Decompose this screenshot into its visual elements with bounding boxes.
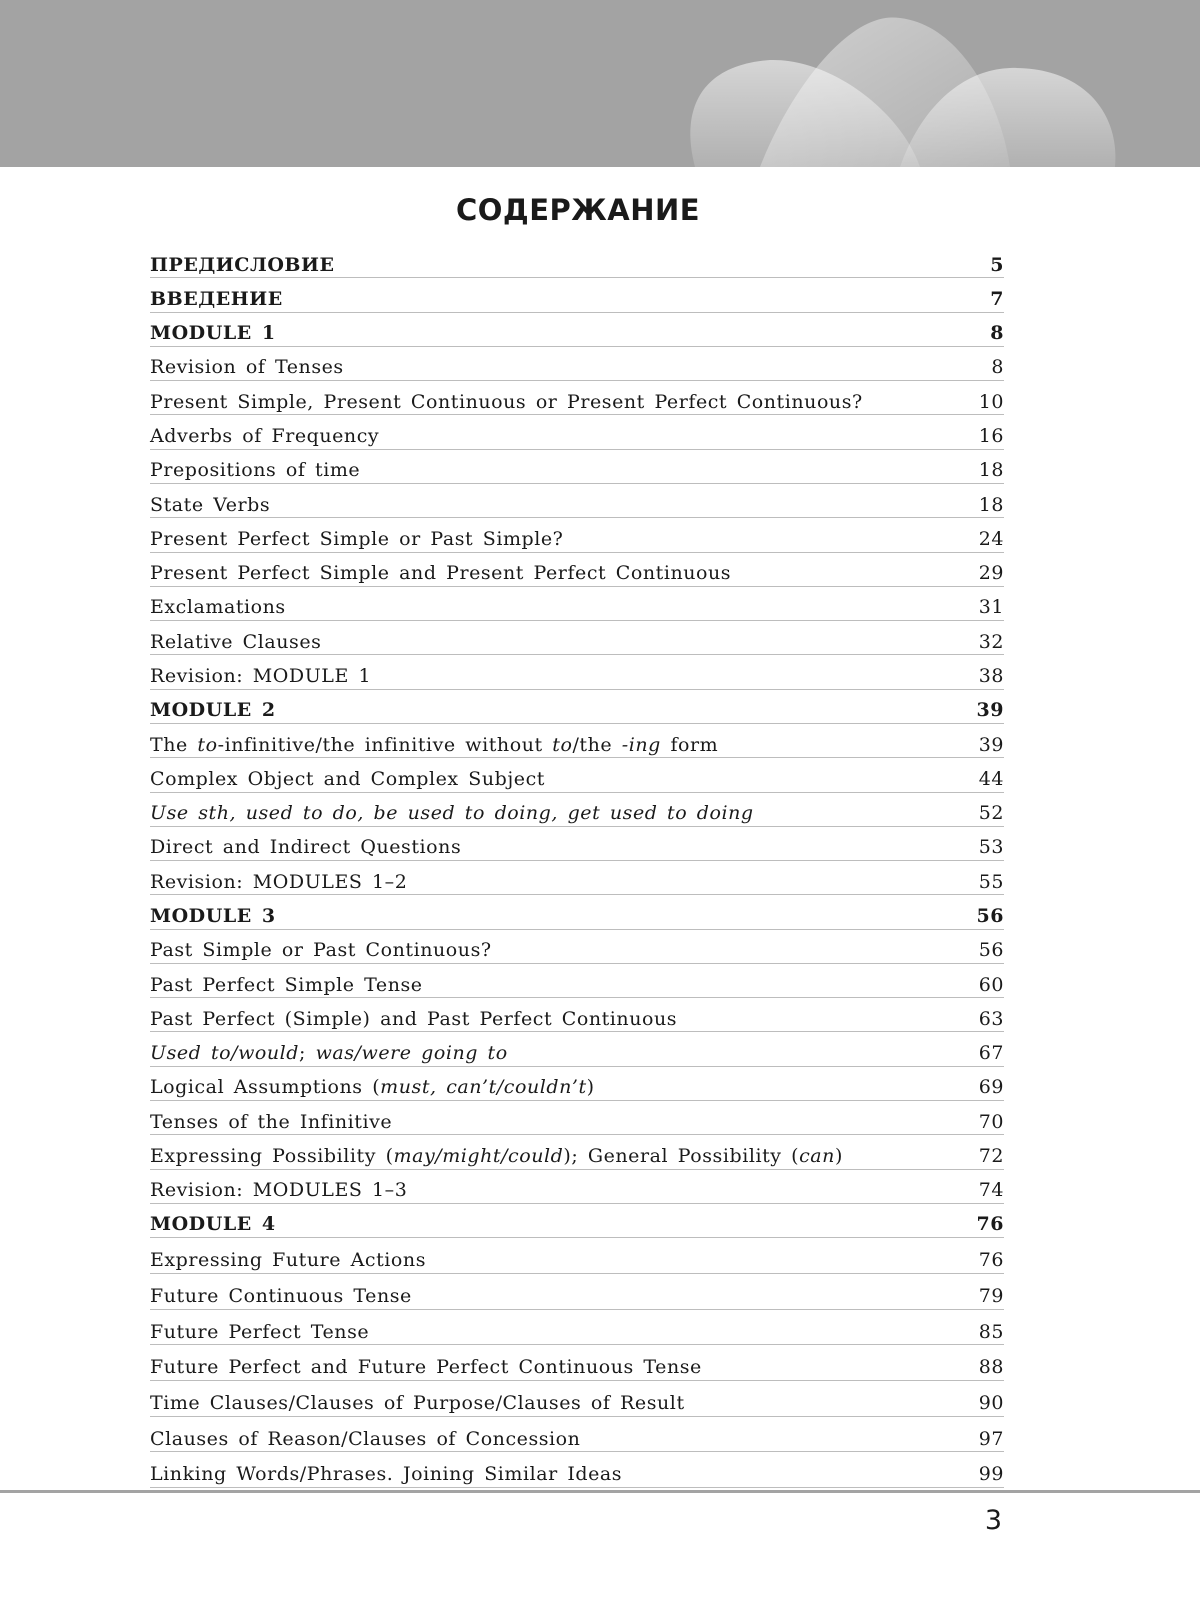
toc-entry-page: 72 [978,1144,1004,1167]
toc-entry-page: 24 [978,527,1004,550]
toc-entry-page: 32 [978,630,1004,653]
header-band [0,0,1200,167]
toc-entry [150,690,1004,724]
toc-entry-page: 31 [978,596,1004,619]
toc-entry-label: ПРЕДИСЛОВИЕ [150,253,335,276]
toc-entry-label: Exclamations [150,596,286,619]
toc-entry-page: 52 [978,802,1004,825]
toc-entry [150,415,1004,449]
toc-entry-page: 56 [976,904,1004,927]
toc-entry [150,1381,1004,1417]
toc-entry-page: 39 [978,733,1004,756]
toc-entry [150,1238,1004,1274]
toc-entry [150,998,1004,1032]
toc-entry [150,1135,1004,1169]
page-number: 3 [984,1505,1002,1536]
toc-entry [150,518,1004,552]
toc-entry-label: Used to/would; was/were going to [150,1042,508,1065]
toc-entry [150,244,1004,278]
toc-entry [150,621,1004,655]
toc-entry-label: The to-infinitive/the infinitive without to/the -ing form [150,733,719,756]
toc-entry [150,278,1004,312]
toc-entry-page: 90 [978,1391,1004,1414]
toc-entry [150,895,1004,929]
toc-entry [150,553,1004,587]
toc-entry [150,313,1004,347]
toc-entry [150,450,1004,484]
toc-entry-page: 99 [978,1463,1004,1486]
toc-entry-page: 85 [978,1320,1004,1343]
toc-entry-label: Adverbs of Frequency [150,425,380,447]
toc-entry-page: 44 [978,767,1004,790]
toc-entry-label: Expressing Possibility (may/might/could); General Possibility (can) [150,1144,843,1167]
toc-entry-label: MODULE 4 [150,1213,276,1236]
toc-entry-page: 76 [976,1213,1004,1236]
toc-entry-page: 79 [978,1284,1004,1307]
toc-entry [150,484,1004,518]
toc-entry-label: MODULE 2 [150,699,276,722]
toc-entry [150,1452,1004,1488]
toc-entry [150,793,1004,827]
toc-entry-label: Revision: MODULES 1–2 [150,870,408,893]
toc-entry-page: 7 [990,287,1004,310]
toc-entry-page: 39 [976,699,1004,722]
toc-entry [150,827,1004,861]
toc-entry-label: Tenses of the Infinitive [150,1110,393,1133]
toc-entry-page: 8 [990,322,1004,345]
decorative-petals [0,0,1200,167]
toc-entry-page: 8 [991,356,1004,379]
toc-entry-page: 10 [978,390,1004,413]
toc-entry-page: 88 [978,1356,1004,1379]
toc-entry [150,1310,1004,1346]
toc-entry-page: 18 [978,493,1004,516]
toc-entry-label: MODULE 3 [150,904,276,927]
toc-entry-page: 69 [978,1076,1004,1099]
toc-entry-label: Past Perfect Simple Tense [150,973,423,996]
toc-entry-label: Present Simple, Present Continuous or Present Perfect Continuous? [150,390,863,413]
toc-entry [150,1417,1004,1453]
toc-entry [150,1032,1004,1066]
toc-entry-page: 18 [978,459,1004,482]
toc-entry-label: Expressing Future Actions [150,1249,426,1272]
toc-entry-label: Revision: MODULE 1 [150,664,372,687]
toc-entry-page: 56 [978,939,1004,962]
toc-entry-label: State Verbs [150,493,271,516]
toc-entry-label: Past Perfect (Simple) and Past Perfect Continuous [150,1007,678,1030]
toc-entry-page: 63 [978,1007,1004,1030]
toc-entry [150,1067,1004,1101]
toc-entry-page: 60 [978,973,1004,996]
toc-entry-label: Revision of Tenses [150,356,344,379]
toc-entry-label: Direct and Indirect Questions [150,836,462,859]
toc-entry [150,655,1004,689]
toc-entry-label: Future Perfect Tense [150,1320,370,1343]
toc-entry [150,1274,1004,1310]
toc-title: СОДЕРЖАНИЕ [455,193,701,227]
toc-entry [150,930,1004,964]
toc-entry-label: Prepositions of time [150,459,361,482]
toc-entry-label: Linking Words/Phrases. Joining Similar Ideas [150,1463,623,1486]
toc-entry [150,1101,1004,1135]
toc-entry [150,381,1004,415]
toc-entry-page: 29 [978,562,1004,585]
toc-entry-page: 76 [978,1249,1004,1272]
toc-entry-page: 97 [978,1427,1004,1450]
toc-entry-page: 53 [978,836,1004,859]
toc-entry-label: Use sth, used to do, be used to doing, get used to doing [150,802,754,825]
toc-entry-page: 70 [978,1110,1004,1133]
toc-entry-label: ВВЕДЕНИЕ [150,287,283,310]
toc-entry-label: Past Simple or Past Continuous? [150,939,492,962]
toc-entry-page: 67 [978,1042,1004,1065]
toc-entry [150,1345,1004,1381]
toc-entry [150,1170,1004,1204]
toc-entry-label: Clauses of Reason/Clauses of Concession [150,1427,581,1450]
toc-entry-label: Complex Object and Complex Subject [150,767,545,790]
toc-entry [150,861,1004,895]
toc-entry-label: Future Continuous Tense [150,1284,412,1307]
toc-entry-page: 38 [978,664,1004,687]
toc-entry-label: Logical Assumptions (must, can’t/couldn’t) [150,1076,595,1099]
toc-entry [150,758,1004,792]
toc-entry-label: Revision: MODULES 1–3 [150,1179,408,1202]
toc-entry [150,964,1004,998]
toc-entry [150,347,1004,381]
toc-entry-page: 55 [978,870,1004,893]
toc-entry [150,724,1004,758]
table-of-contents [150,244,1004,1488]
toc-entry-page: 74 [978,1179,1004,1202]
toc-entry-label: Present Perfect Simple and Present Perfect Continuous [150,562,732,585]
toc-entry-label: Future Perfect and Future Perfect Continuous Tense [150,1356,702,1379]
bottom-rule [0,1490,1200,1493]
toc-entry-label: Relative Clauses [150,630,322,653]
toc-entry-label: Time Clauses/Clauses of Purpose/Clauses of Result [150,1391,685,1414]
toc-entry-page: 5 [990,253,1004,276]
toc-entry-label: Present Perfect Simple or Past Simple? [150,527,564,550]
toc-entry [150,587,1004,621]
toc-entry [150,1204,1004,1238]
toc-entry-page: 16 [978,425,1004,447]
toc-entry-label: MODULE 1 [150,322,276,345]
